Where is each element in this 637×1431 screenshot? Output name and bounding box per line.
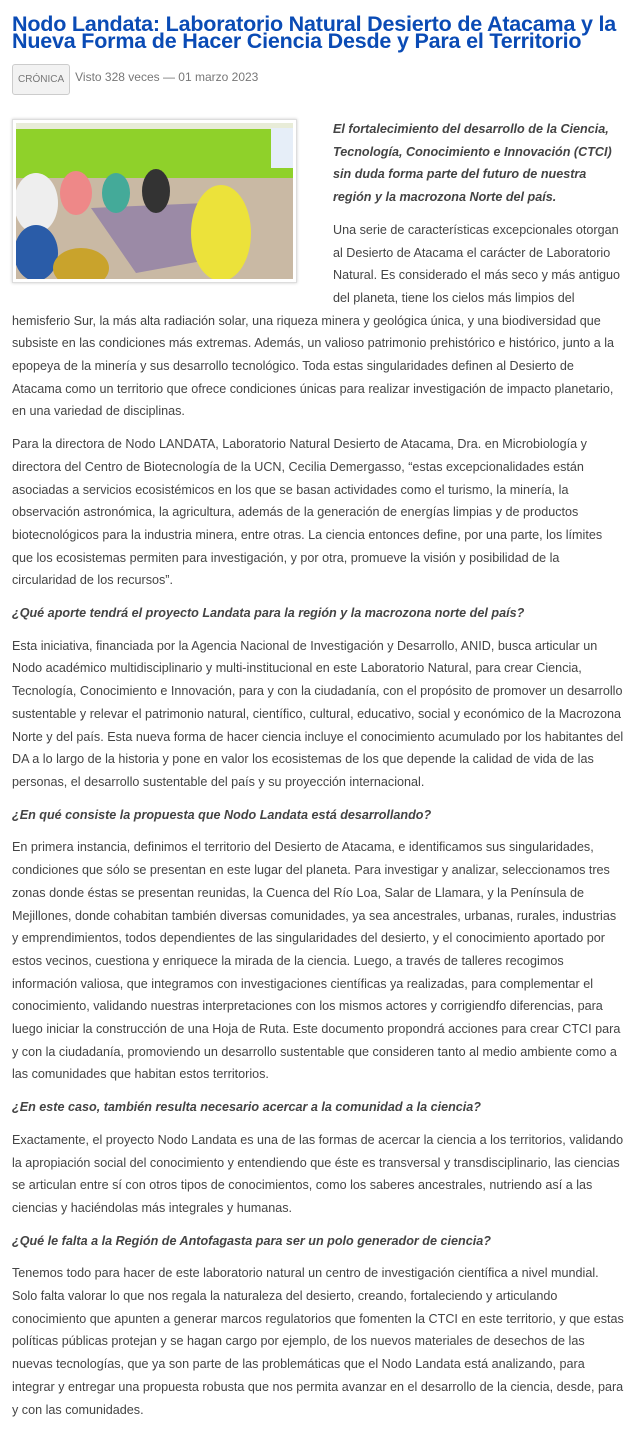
category-badge[interactable]: CRÓNICA [12,64,70,95]
views-and-date: Visto 328 veces — 01 marzo 2023 [75,70,259,84]
article-photo [12,119,297,283]
body-paragraph: Esta iniciativa, financiada por la Agencia Nacional de Investigación y Desarrollo, ANID, busca articular un Nodo académico multidisciplinario y multi-institucional en este Laboratorio Natural, para crear Ciencia, Tecnología, Conocimiento e Innovación, para y con la ciudadanía, con el propósito de promover un desarrollo sustentable y relevar el patrimonio natural, científico, cultural, educativo, social y económico de la Macrozona Norte y del país. Esta nueva forma de hacer ciencia incluye el conocimiento acumulado por los habitantes del DA a lo largo de la historia y pone en valor los ecosistemas de los que depende la calidad de vida de las personas, el desarrollo sustentable del país y su proyección internacional. [12,638,624,789]
article-body [12,118,625,1421]
lead-paragraph: El fortalecimiento del desarrollo de la Ciencia, Tecnología, Conocimiento e Innovación (CTCI) sin duda forma parte del futuro de nuestra región y la macrozona Norte del país. [333,122,612,205]
body-paragraph: Exactamente, el proyecto Nodo Landata es una de las formas de acercar la ciencia a los territorios, validando la apropiación social del conocimiento y entendiendo que éste es transversal y transdisciplinario, las ciencias se articulan entre sí con otros tipos de conocimientos, como los saberes ancestrales, nutriendo así a las ciencias y haciéndolas más integrales y humanas. [12,1132,624,1215]
body-paragraph: Una serie de características excepcionales otorgan al Desierto de Atacama el carácter de Laboratorio Natural. Es considerado el más seco y más antiguo del planeta, tiene los cielos más limpios del hemisferio Sur, la más alta radiación solar, una riqueza minera y geológica única, y una biodiversidad que subsiste en las condiciones más extremas. Además, un valioso patrimonio prehistórico e histórico, junto a la epopeya de la minería y sus desarrollo tecnológico. Toda estas singularidades definen al Desierto de Atacama como un territorio que ofrece condiciones únicas para realizar investigación de impacto planetario, en una variedad de disciplinas. [12,222,620,419]
interview-question: ¿Qué le falta a la Región de Antofagasta para ser un polo generador de ciencia? [12,1233,491,1248]
body-paragraph: Tenemos todo para hacer de este laboratorio natural un centro de investigación científica a nivel mundial. Solo falta valorar lo que nos regala la naturaleza del desierto, creando, fortaleciendo y articulando conocimiento que apunten a generar marcos regulatorios que fomenten la CTCI en este territorio, y que estas políticas públicas protejan y se hagan cargo por ejemplo, de los nuevos materiales de desechos de las nuevas tecnologías, que ya son parte de las problemáticas que el Nodo Landata está analizando, para integrar y entregar una propuesta robusta que nos permita avanzar en el desarrollo de la ciencia, desde, para y con las comunidades. [12,1266,624,1417]
body-paragraph: Para la directora de Nodo LANDATA, Laboratorio Natural Desierto de Atacama, Dra. en Microbiología y directora del Centro de Biotecnología de la UCN, Cecilia Demergasso, “estas excepcionalidades están asociadas a servicios ecosistémicos en los que se basan actividades como el turismo, la minería, la observación astronómica, la agricultura, además de la generación de energías limpias y de productos biotecnológicos para la industria minera, entre otras. La ciencia entonces define, por una parte, los límites que los ecosistemas permiten para investigación, y por otra, promueve la visión y posibilidad de la circularidad de los recursos”. [12,437,603,588]
interview-question: ¿Qué aporte tendrá el proyecto Landata para la región y la macrozona norte del país? [12,606,525,621]
interview-question: ¿En este caso, también resulta necesario acercar a la comunidad a la ciencia? [12,1100,481,1115]
article-title: Nodo Landata: Laboratorio Natural Desierto de Atacama y la Nueva Forma de Hacer Ciencia Desde y Para el Territorio [12,12,617,53]
article-meta [12,64,625,95]
workshop-photo-image [16,123,293,279]
interview-question: ¿En qué consiste la propuesta que Nodo Landata está desarrollando? [12,807,432,822]
body-paragraph: En primera instancia, definimos el territorio del Desierto de Atacama, e identificamos sus singularidades, condiciones que sólo se presentan en este lugar del planeta. Para investigar y analizar, seleccionamos tres zonas donde éstas se presentan reunidas, la Cuenca del Río Loa, Salar de Llamara, y la Península de Mejillones, donde cohabitan también diversas comunidades, ya sea ancestrales, urbanas, rurales, industrias y emprendimientos, todos dependientes de las singularidades del desierto, y el conocimiento aportado por estos vecinos, cuestiona y enriquece la mirada de la ciencia. Luego, a través de talleres recogimos información valiosa, que integramos con investigaciones científicas ya realizadas, para complementar el conocimiento, validando nuestras interpretaciones con los mismos actores y corrigiendfo diferencias, para luego iniciar la construcción de una Hoja de Ruta. Este documento propondrá acciones para crear CTCI para y con la ciudadanía, promoviendo un desarrollo sustentable que consideren tanto al medio ambiente como a las comunidades que habitan estos territorios. [12,840,621,1082]
